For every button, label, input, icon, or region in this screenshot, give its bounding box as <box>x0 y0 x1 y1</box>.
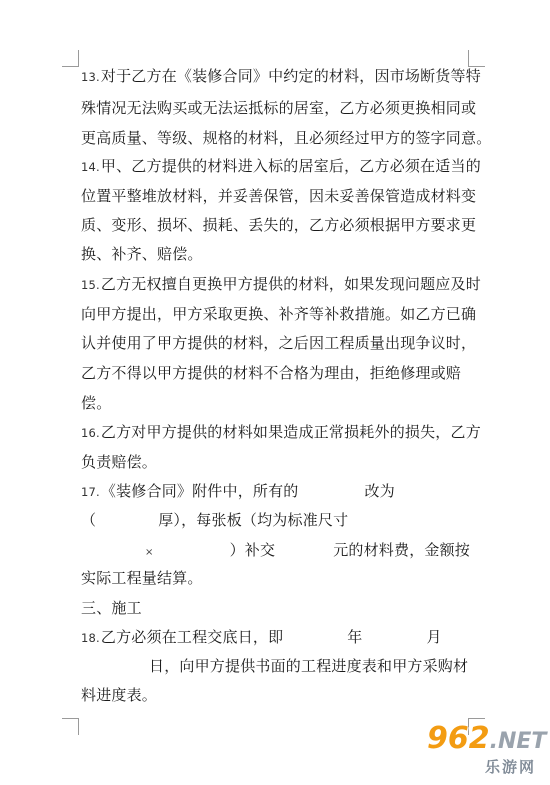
crop-mark-bottom-left <box>62 718 79 735</box>
doc-line: 质、变形、损坏、损耗、丢失的，乙方必须根据甲方要求更 <box>81 216 477 234</box>
section-heading: 三、施工 <box>81 599 142 617</box>
doc-line: 14.甲、乙方提供的材料进入标的居室后，乙方必须在适当的 <box>81 157 481 175</box>
doc-line: 偿。 <box>81 394 112 412</box>
doc-line: 15.乙方无权擅自更换甲方提供的材料，如果发现问题应及时 <box>81 275 481 293</box>
doc-line: 13.对于乙方在《装修合同》中约定的材料，因市场断货等特 <box>81 67 481 85</box>
item-18-line-3: 料进度表。 <box>81 686 158 704</box>
doc-line: 位置平整堆放材料，并妥善保管，因未妥善保管造成材料变 <box>81 187 477 205</box>
doc-line: 认并使用了甲方提供的材料，之后因工程质量出现争议时， <box>81 334 477 352</box>
site-watermark <box>417 721 547 779</box>
doc-line: 殊情况无法购买或无法运抵标的居室，乙方必须更换相同或 <box>81 99 477 117</box>
doc-line: 16.乙方对甲方提供的材料如果造成正常损耗外的损失，乙方 <box>81 423 481 441</box>
watermark-site-name: 乐游网 <box>484 758 536 776</box>
doc-line: 向甲方提出，甲方采取更换、补齐等补救措施。如乙方已确 <box>81 305 477 323</box>
item-17-line-4: 实际工程量结算。 <box>81 569 203 587</box>
crop-mark-top-left <box>62 50 79 67</box>
item-18-line-2: 日，向甲方提供书面的工程进度表和甲方采购材 <box>149 657 469 675</box>
doc-line: 换、补齐、赔偿。 <box>81 245 203 263</box>
item-17-line-2: （ 厚），每张板（均为标准尺寸 <box>81 511 349 529</box>
doc-line: 更高质量、等级、规格的材料，且必须经过甲方的签字同意。 <box>81 129 492 147</box>
watermark-logo: 962.NET <box>427 721 547 756</box>
item-18-line-1: 18.乙方必须在工程交底日，即 年 月 <box>81 628 442 646</box>
item-17-line-3: × ）补交 元的材料费，金额按 <box>145 541 471 559</box>
doc-line: 负责赔偿。 <box>81 453 158 471</box>
crop-mark-top-right <box>468 50 485 67</box>
item-17-line-1: 17.《装修合同》附件中，所有的 改为 <box>81 482 395 500</box>
doc-line: 乙方不得以甲方提供的材料不合格为理由，拒绝修理或赔 <box>81 364 462 382</box>
